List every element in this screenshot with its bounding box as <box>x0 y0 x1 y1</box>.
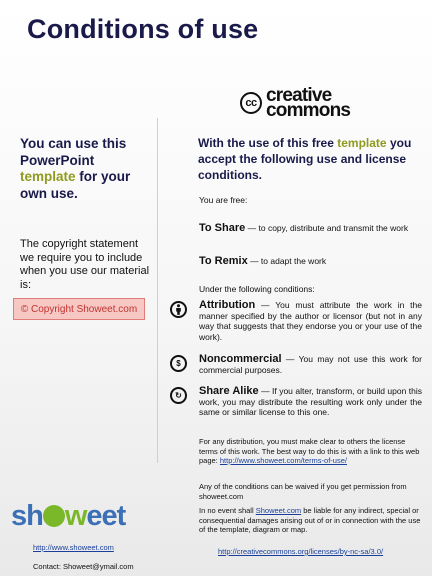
waiver-paragraph: Any of the conditions can be waived if you get permission from showeet.com <box>199 482 407 501</box>
attribution-icon <box>170 301 187 318</box>
right-heading-post: you accept the following use and license conditions. <box>198 136 412 182</box>
logo-sh: sh <box>11 500 43 532</box>
right-heading-pre: With the use of this free <box>198 136 338 150</box>
cc-wordmark <box>266 85 351 121</box>
share-alike-body: — If you alter, transform, or build upon this work, you may distribute the resulting work only under the same or similar license to this one. <box>199 386 422 417</box>
condition-share-alike <box>170 386 422 418</box>
terms-link[interactable]: http://www.showeet.com/terms-of-use/ <box>219 456 347 465</box>
showeet-link[interactable]: Showeet.com <box>255 506 302 515</box>
liability-post: be liable for any indirect, special or consequential damages arising out of or in connection with the use of the template, diagram or map. <box>199 506 421 534</box>
left-heading <box>20 136 150 202</box>
noncommercial-icon: $ <box>170 355 187 372</box>
attribution-body: — You must attribute the work in the manner specified by the author or licensor (but not in any way that suggests that they endorse you or your use of the work). <box>199 300 422 342</box>
condition-attribution <box>170 300 422 342</box>
showeet-url-link[interactable]: http://www.showeet.com <box>33 543 114 552</box>
attribution-text <box>199 300 422 342</box>
share-alike-icon: ↻ <box>170 387 187 404</box>
liability-pre: In no event shall <box>199 506 256 515</box>
share-alike-text <box>199 386 422 418</box>
cc-license-link[interactable]: http://creativecommons.org/licenses/by-nc-sa/3.0/ <box>218 547 384 556</box>
right-heading-highlight: template <box>337 136 387 150</box>
to-remix <box>199 256 411 267</box>
logo-eet: eet <box>86 500 126 532</box>
to-share-text: — to copy, distribute and transmit the work <box>245 223 409 233</box>
noncommercial-title: Noncommercial <box>199 353 282 365</box>
distribution-text: For any distribution, you must make clear to others the license terms of this work. The best way to do this is with a link to this web page: <box>199 437 420 465</box>
showeet-logo <box>11 500 125 533</box>
left-heading-post: for your own use. <box>20 169 131 201</box>
noncommercial-text <box>199 354 422 375</box>
left-heading-pre: You can use this PowerPoint <box>20 136 127 168</box>
distribution-paragraph <box>199 437 424 466</box>
copyright-note: The copyright statement we require you to include when you use our material is: <box>20 238 150 291</box>
to-share-title: To Share <box>199 222 246 234</box>
noncommercial-body: — You may not use this work for commercial purposes. <box>199 354 422 375</box>
to-share <box>199 223 411 234</box>
page-title: Conditions of use <box>27 14 259 44</box>
share-alike-title: Share Alike <box>199 385 259 397</box>
copyright-box: © Copyright Showeet.com <box>13 298 145 320</box>
creative-commons-logo <box>240 85 351 121</box>
you-are-free: You are free: <box>199 195 248 205</box>
logo-o-icon <box>43 505 65 527</box>
cc-icon: cc <box>240 92 262 114</box>
logo-w: w <box>64 500 87 532</box>
right-heading <box>198 135 413 183</box>
liability-paragraph <box>199 506 424 535</box>
to-remix-title: To Remix <box>199 255 248 267</box>
contact-email: Contact: Showeet@ymail.com <box>33 562 134 571</box>
cc-wordmark-line1: creative <box>266 85 332 106</box>
to-remix-text: — to adapt the work <box>247 256 327 266</box>
under-conditions: Under the following conditions: <box>199 284 315 294</box>
column-divider <box>157 118 158 463</box>
condition-noncommercial <box>170 354 422 375</box>
cc-wordmark-line2: commons <box>266 100 351 121</box>
left-heading-highlight: template <box>20 169 76 184</box>
attribution-title: Attribution <box>199 299 256 311</box>
